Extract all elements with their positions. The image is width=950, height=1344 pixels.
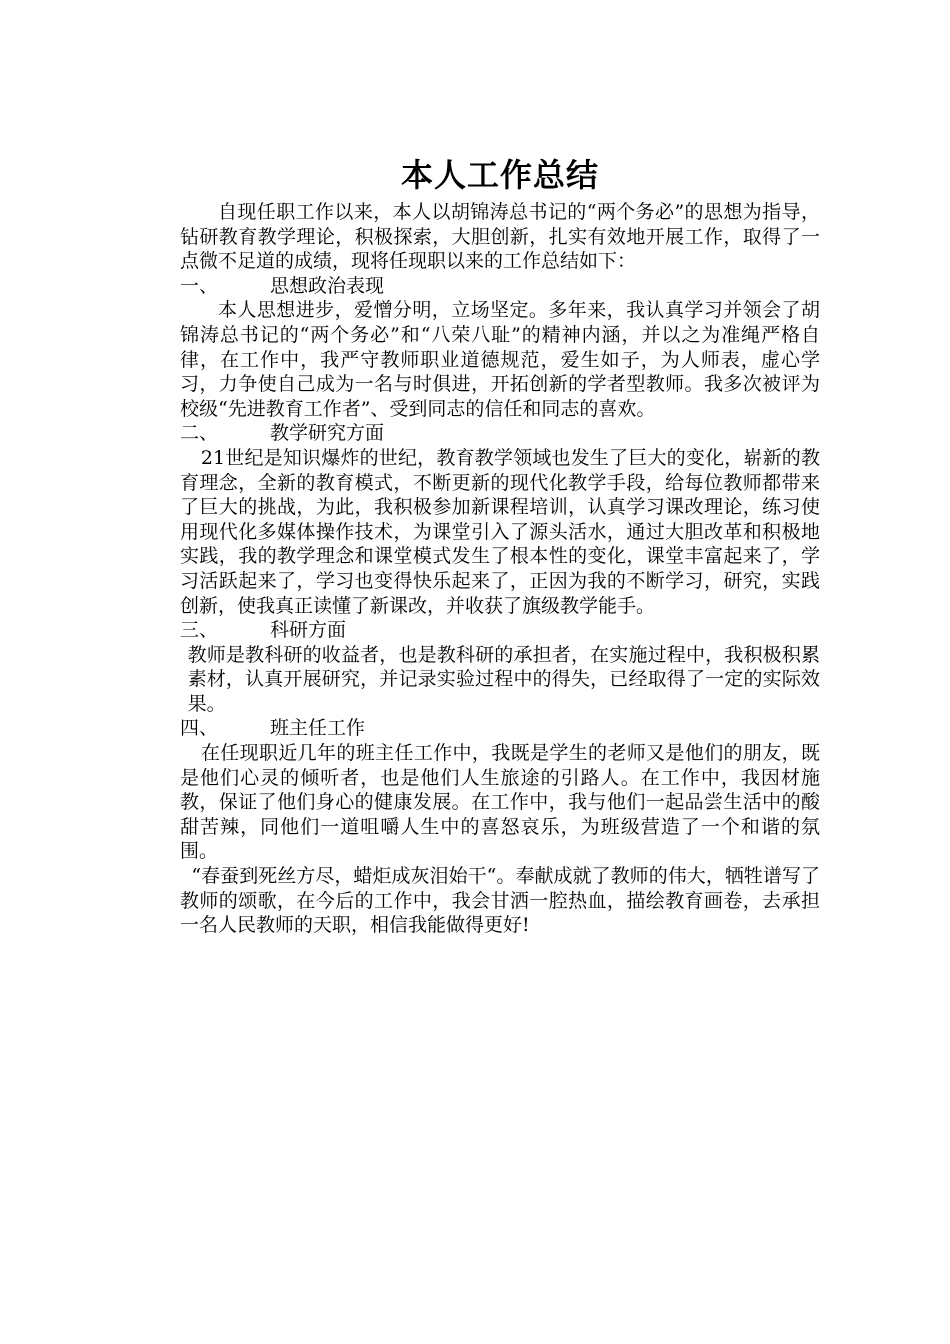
section-number-3: 三、 — [180, 619, 219, 642]
section-title-4: 班主任工作 — [270, 717, 366, 740]
section-heading-3 — [180, 618, 820, 643]
section-body-2: 21世纪是知识爆炸的世纪，教育教学领域也发生了巨大的变化，崭新的教育理念，全新的教育模式，不断更新的现代化教学手段，给每位教师都带来了巨大的挑战，为此，我积极参加新课程培训，认真学习课改理论，练习使用现代化多媒体操作技术，为课堂引入了源头活水，通过大胆改革和积极地实践，我的教学理念和课堂模式发生了根本性的变化，课堂丰富起来了，学习活跃起来了，学习也变得快乐起来了，正因为我的不断学习，研究，实践创新，使我真正读懂了新课改，并收获了旗级教学能手。 — [180, 446, 820, 617]
section-body-4: 在任现职近几年的班主任工作中，我既是学生的老师又是他们的朋友，既是他们心灵的倾听者，也是他们人生旅途的引路人。在工作中，我因材施教，保证了他们身心的健康发展。在工作中，我与他们一起品尝生活中的酸甜苦辣，同他们一道咀嚼人生中的喜怒哀乐，为班级营造了一个和谐的氛围。 — [180, 742, 820, 863]
document-title: 本人工作总结 — [400, 156, 599, 194]
section-title-2: 教学研究方面 — [270, 422, 385, 445]
document-body — [180, 152, 820, 938]
section-title-3: 科研方面 — [270, 619, 347, 642]
section-body-3: 教师是教科研的收益者，也是教科研的承担者，在实施过程中，我积极积累素材，认真开展研究，并记录实验过程中的得失，已经取得了一定的实际效果。 — [187, 643, 820, 715]
section-number-4: 四、 — [180, 717, 219, 740]
section-number-2: 二、 — [180, 422, 219, 445]
intro-paragraph: 自现任职工作以来，本人以胡锦涛总书记的“两个务必”的思想为指导，钻研教育教学理论，积极探索，大胆创新，扎实有效地开展工作，取得了一点微不足道的成绩，现将任现职以来的工作总结如下： — [180, 201, 820, 273]
section-title-1: 思想政治表现 — [270, 274, 385, 297]
section-heading-2 — [180, 421, 820, 446]
section-number-1: 一、 — [180, 274, 219, 297]
section-body-1: 本人思想进步，爱憎分明，立场坚定。多年来，我认真学习并领会了胡锦涛总书记的“两个务必”和“八荣八耻”的精神内涵，并以之为准绳严格自律，在工作中，我严守教师职业道德规范，爱生如子，为人师表，虚心学习，力争使自己成为一名与时俱进，开拓创新的学者型教师。我多次被评为校级“先进教育工作者”、受到同志的信任和同志的喜欢。 — [180, 299, 820, 420]
closing-paragraph: “春蚕到死丝方尽，蜡炬成灰泪始干“。奉献成就了教师的伟大，牺牲谱写了教师的颂歌，在今后的工作中，我会甘洒一腔热血，描绘教育画卷，去承担一名人民教师的天职，相信我能做得更好! — [180, 865, 820, 937]
section-heading-4 — [180, 716, 820, 741]
section-heading-1 — [180, 274, 820, 299]
